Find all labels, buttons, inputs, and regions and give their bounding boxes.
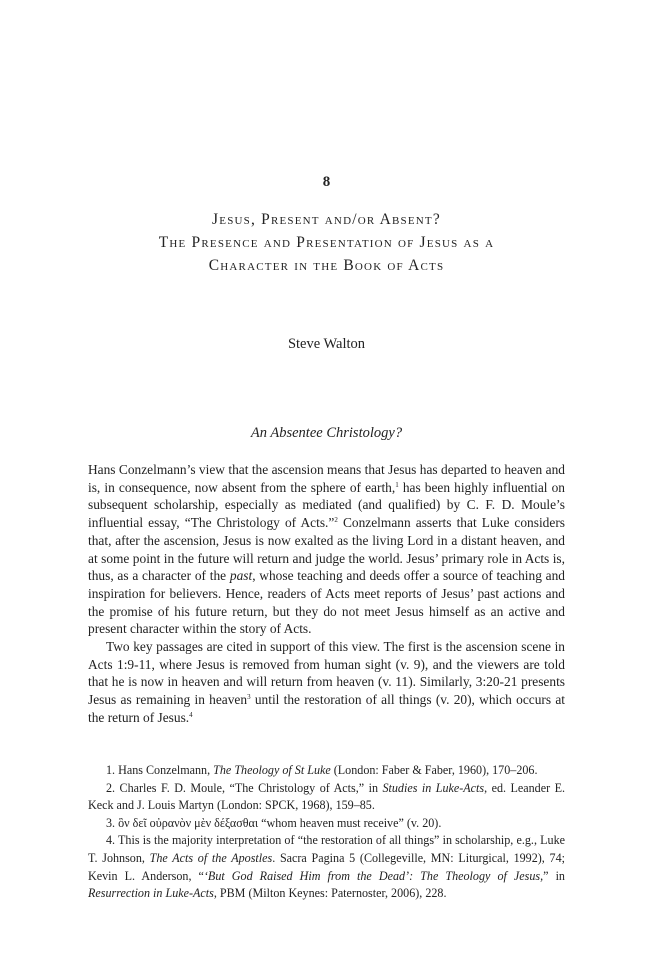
- footnote-4-title-1: The Acts of the Apostles: [149, 850, 273, 865]
- chapter-number: 8: [322, 174, 331, 190]
- footnote-2-text-b: , ed. Leander E. Keck and J. Louis Martyn (London: SPCK, 1968), 159–85.: [88, 780, 565, 813]
- footnote-2: [88, 780, 565, 815]
- footnote-4-title-2: ‘But God Raised Him from the Dead’: The Theology of Jesus,: [203, 868, 544, 883]
- footnote-1-text-a: 1. Hans Conzelmann,: [106, 763, 214, 777]
- paragraph-1: [88, 461, 565, 638]
- footnote-2-title: Studies in Luke-Acts: [382, 780, 485, 795]
- footnote-ref-3: 3: [247, 693, 251, 702]
- footnote-2-text-a: 2. Charles F. D. Moule, “The Christology of Acts,” in: [106, 780, 383, 795]
- author-name: Steve Walton: [287, 336, 366, 352]
- footnotes: [88, 762, 565, 903]
- footnote-4-text-a: 4. This is the majority interpretation of “the restoration of all things” in scholarship, e.g., Luke T. Johnson,: [88, 833, 565, 865]
- paragraph-2-text-a: Two key passages are cited in support of this view. The first is the ascension scene in Acts 1:9-11, where Jesus is removed from human sight (v. 9), and the viewers are told that he is now in heaven and will return from heaven (v. 11). Similarly, 3:20-21 presents Jesus as remaining in heaven: [88, 639, 565, 708]
- footnote-4: [88, 832, 565, 902]
- paragraph-1-text-d: , whose teaching and deeds offer a source of teaching and inspiration for believers. Hence, readers of Acts meet reports of Jesus’ past actions and the promise of his future return, but they do not meet Jesus himself as an active and present character within the story of Acts.: [88, 568, 566, 637]
- footnote-3-text: 3. ὃν δεῖ οὐρανὸν μὲν δέξασθαι “whom heaven must receive” (v. 20).: [106, 815, 442, 830]
- chapter-title-line-1: Jesus, Present and/or Absent?: [212, 211, 441, 228]
- footnote-1-text-b: (London: Faber & Faber, 1960), 170–206.: [330, 763, 538, 777]
- paragraph-1-text-b: has been highly influential on subsequent scholarship, especially as mediated (and qualified) by C. F. D. Moule’s influential essay, “The Christology of Acts.”: [88, 479, 565, 531]
- paragraph-1-emphasis: past: [229, 568, 253, 584]
- paragraph-1-text-c: Conzelmann asserts that Luke considers that, after the ascension, Jesus is now exalted as the living Lord in a distant heaven, and at some point in the future will return and judge the world. Jesus’ primary role in Acts is, thus, as a character of the: [88, 515, 565, 584]
- paragraph-2-text-b: until the restoration of all things (v. 20), which occurs at the return of Jesus.: [88, 692, 565, 725]
- paragraph-2: [88, 638, 565, 727]
- body-text: [88, 461, 565, 727]
- footnote-ref-1: 1: [395, 480, 399, 489]
- footnote-4-text-d: , PBM (Milton Keynes: Paternoster, 2006), 228.: [213, 886, 447, 901]
- footnote-1-title: The Theology of St Luke: [213, 763, 331, 777]
- footnote-ref-4: 4: [189, 710, 193, 719]
- footnote-3: [88, 815, 565, 833]
- footnote-4-title-3: Resurrection in Luke-Acts: [88, 886, 214, 901]
- chapter-title: [68, 208, 585, 277]
- chapter-title-line-3: Character in the Book of Acts: [208, 257, 445, 274]
- footnote-ref-2: 2: [334, 516, 338, 525]
- footnote-1: [88, 762, 565, 780]
- paragraph-1-text-a: Hans Conzelmann’s view that the ascension means that Jesus has departed to heaven and is, in consequence, now absent from the sphere of earth,: [88, 462, 565, 495]
- footnote-4-text-b: . Sacra Pagina 5 (Collegeville, MN: Liturgical, 1992), 74; Kevin L. Anderson, “: [88, 850, 565, 883]
- section-heading: An Absentee Christology?: [250, 425, 403, 441]
- footnote-4-text-c: ” in: [543, 868, 565, 883]
- chapter-title-line-2: The Presence and Presentation of Jesus as a: [158, 234, 495, 251]
